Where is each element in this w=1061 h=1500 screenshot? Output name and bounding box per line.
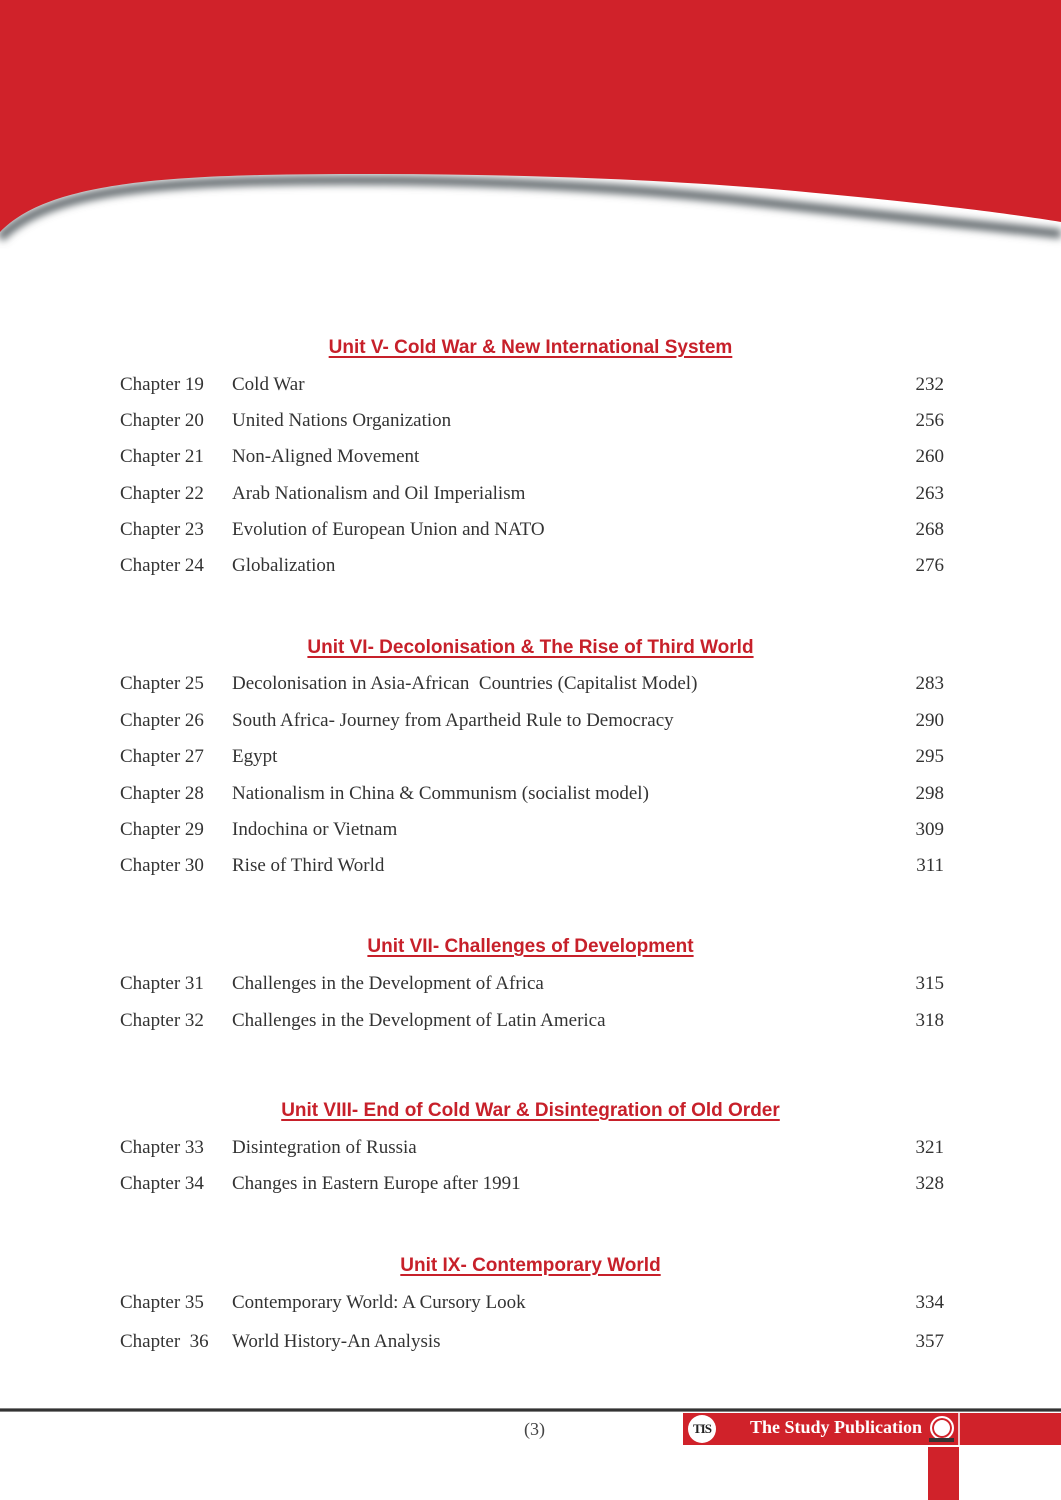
chapter-title: United Nations Organization xyxy=(232,410,452,431)
page-number: 260 xyxy=(915,446,944,467)
page-number: 328 xyxy=(915,1173,944,1194)
page-number: 318 xyxy=(915,1010,944,1031)
chapter-title: Egypt xyxy=(232,746,278,767)
chapter-label: Chapter 22 xyxy=(120,483,204,504)
emblem-seal-icon xyxy=(930,1416,954,1440)
toc-row[interactable] xyxy=(0,783,1061,813)
chapter-label: Chapter 32 xyxy=(120,1010,204,1031)
toc-row[interactable] xyxy=(0,483,1061,513)
chapter-label: Chapter 26 xyxy=(120,710,204,731)
emblem-ribbon-icon xyxy=(929,1438,954,1442)
chapter-label: Chapter 29 xyxy=(120,819,204,840)
toc-row[interactable] xyxy=(0,710,1061,740)
toc-row[interactable] xyxy=(0,746,1061,776)
chapter-label: Chapter 21 xyxy=(120,446,204,467)
unit-heading[interactable]: Unit VI- Decolonisation & The Rise of Third World xyxy=(307,637,754,658)
page-number: 290 xyxy=(915,710,944,731)
chapter-label: Chapter 30 xyxy=(120,855,204,876)
page-number: 268 xyxy=(915,519,944,540)
chapter-title: Disintegration of Russia xyxy=(232,1137,417,1158)
toc-row[interactable] xyxy=(0,519,1061,549)
page-number: 334 xyxy=(915,1292,944,1313)
chapter-title: South Africa- Journey from Apartheid Rule to Democracy xyxy=(232,710,674,731)
toc-row[interactable] xyxy=(0,1137,1061,1167)
page-number: 232 xyxy=(915,374,944,395)
toc-row[interactable] xyxy=(0,1331,1061,1361)
page-number: 263 xyxy=(915,483,944,504)
chapter-label: Chapter 20 xyxy=(120,410,204,431)
chapter-label: Chapter 33 xyxy=(120,1137,204,1158)
chapter-title: Changes in Eastern Europe after 1991 xyxy=(232,1173,521,1194)
chapter-label: Chapter 24 xyxy=(120,555,204,576)
chapter-label: Chapter 36 xyxy=(120,1331,209,1352)
page-number-footer: (3) xyxy=(524,1419,545,1439)
page-number: 256 xyxy=(915,410,944,431)
tis-logo-icon: TIS xyxy=(688,1415,716,1443)
toc-row[interactable] xyxy=(0,1292,1061,1322)
header-red-wave xyxy=(0,0,1061,260)
chapter-title: Rise of Third World xyxy=(232,855,385,876)
unit-heading[interactable]: Unit VIII- End of Cold War & Disintegration of Old Order xyxy=(281,1100,780,1121)
toc-row[interactable] xyxy=(0,446,1061,476)
chapter-label: Chapter 19 xyxy=(120,374,204,395)
footer-divider xyxy=(0,1408,1061,1412)
unit-heading[interactable]: Unit V- Cold War & New International System xyxy=(328,337,733,358)
page-number: 276 xyxy=(915,555,944,576)
toc-row[interactable] xyxy=(0,374,1061,404)
chapter-title: Decolonisation in Asia-African Countries (Capitalist Model) xyxy=(232,673,698,694)
toc-row[interactable] xyxy=(0,1010,1061,1040)
page-number: 309 xyxy=(915,819,944,840)
toc-row[interactable] xyxy=(0,973,1061,1003)
page-number: 298 xyxy=(915,783,944,804)
chapter-title: Challenges in the Development of Latin America xyxy=(232,1010,606,1031)
page-number: 283 xyxy=(915,673,944,694)
publisher-name: The Study Publication xyxy=(750,1417,923,1437)
chapter-title: Challenges in the Development of Africa xyxy=(232,973,544,994)
chapter-label: Chapter 23 xyxy=(120,519,204,540)
publisher-vertical-bar xyxy=(928,1447,959,1500)
toc-row[interactable] xyxy=(0,673,1061,703)
chapter-title: Contemporary World: A Cursory Look xyxy=(232,1292,526,1313)
chapter-title: Globalization xyxy=(232,555,336,576)
chapter-label: Chapter 34 xyxy=(120,1173,204,1194)
chapter-label: Chapter 35 xyxy=(120,1292,204,1313)
toc-row[interactable] xyxy=(0,855,1061,885)
page-number: 311 xyxy=(916,855,944,876)
chapter-title: World History-An Analysis xyxy=(232,1331,441,1352)
page-number: 315 xyxy=(915,973,944,994)
unit-heading[interactable]: Unit VII- Challenges of Development xyxy=(367,936,694,957)
page-number: 321 xyxy=(915,1137,944,1158)
chapter-title: Cold War xyxy=(232,374,305,395)
toc-row[interactable] xyxy=(0,1173,1061,1203)
chapter-title: Arab Nationalism and Oil Imperialism xyxy=(232,483,526,504)
chapter-label: Chapter 31 xyxy=(120,973,204,994)
page-number: 357 xyxy=(915,1331,944,1352)
chapter-label: Chapter 27 xyxy=(120,746,204,767)
toc-row[interactable] xyxy=(0,819,1061,849)
chapter-label: Chapter 25 xyxy=(120,673,204,694)
publisher-band-divider xyxy=(958,1413,960,1445)
toc-row[interactable] xyxy=(0,410,1061,440)
chapter-title: Indochina or Vietnam xyxy=(232,819,398,840)
chapter-title: Nationalism in China & Communism (socialist model) xyxy=(232,783,649,804)
chapter-label: Chapter 28 xyxy=(120,783,204,804)
unit-heading[interactable]: Unit IX- Contemporary World xyxy=(400,1255,661,1276)
chapter-title: Evolution of European Union and NATO xyxy=(232,519,545,540)
page-number: 295 xyxy=(915,746,944,767)
toc-row[interactable] xyxy=(0,555,1061,585)
chapter-title: Non-Aligned Movement xyxy=(232,446,420,467)
